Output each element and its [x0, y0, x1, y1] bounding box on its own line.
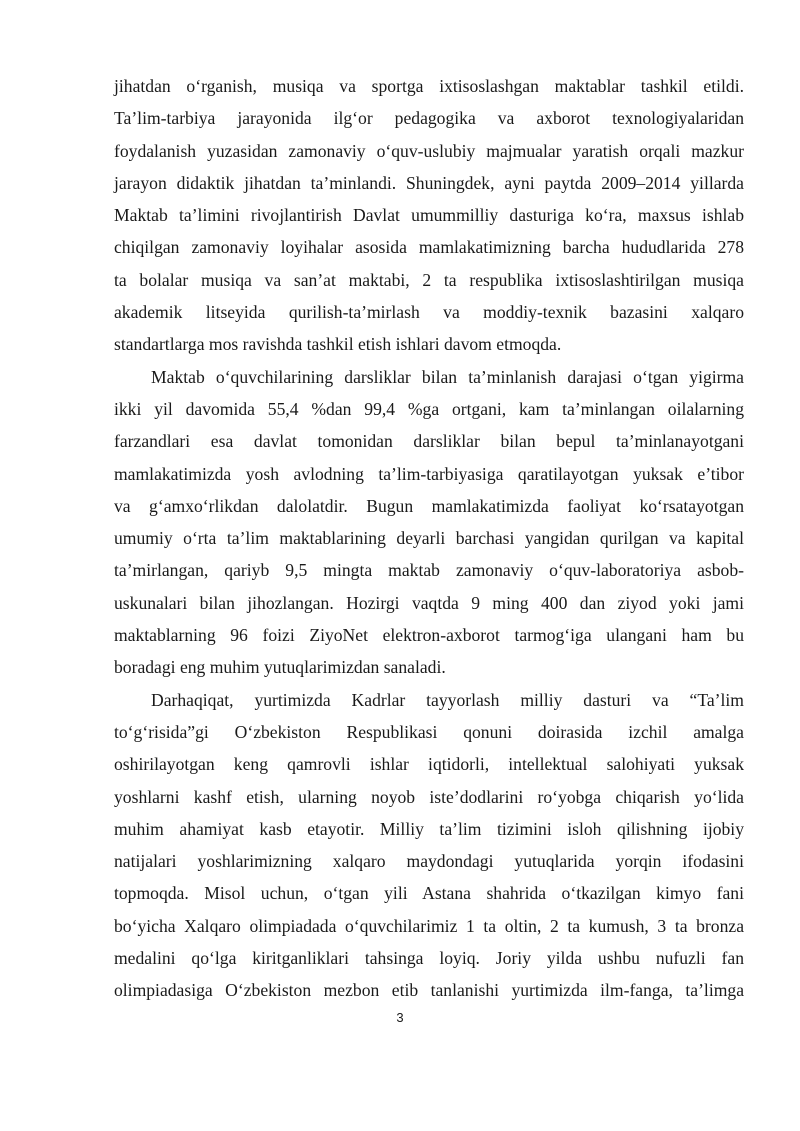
text-line: olimpiadasiga O‘zbekiston mezbon etib tanlanishi yurtimizda ilm-fanga, ta’limga [114, 980, 744, 1001]
text-line: umumiy o‘rta ta’lim maktablarining deyarli barchasi yangidan qurilgan va kapital [114, 528, 744, 549]
text-line: to‘g‘risida”gi O‘zbekiston Respublikasi qonuni doirasida izchil amalga [114, 721, 744, 742]
text-line: medalini qo‘lga kiritganliklari tahsinga loyiq. Joriy yilda ushbu nufuzli fan [114, 948, 744, 969]
text-line: Darhaqiqat, yurtimizda Kadrlar tayyorlash milliy dasturi va “Ta’lim [151, 689, 744, 710]
text-line: jarayon didaktik jihatdan ta’minlandi. Shuningdek, ayni paytda 2009–2014 yillarda [114, 172, 744, 193]
text-line: topmoqda. Misol uchun, o‘tgan yili Astana shahrida o‘tkazilgan kimyo fani [114, 883, 744, 904]
text-line: maktablarning 96 foizi ZiyoNet elektron-axborot tarmog‘iga ulangani ham bu [114, 625, 744, 646]
text-line: natijalari yoshlarimizning xalqaro maydondagi yutuqlarida yorqin ifodasini [114, 851, 744, 872]
page-number: 3 [396, 1010, 404, 1025]
text-line: Maktab ta’limini rivojlantirish Davlat umummilliy dasturiga ko‘ra, maxsus ishlab [114, 205, 744, 226]
text-line: ta’mirlangan, qariyb 9,5 mingta maktab zamonaviy o‘quv-laboratoriya asbob- [114, 560, 744, 581]
text-line: boradagi eng muhim yutuqlarimizdan sanaladi. [114, 657, 446, 678]
text-line: ta bolalar musiqa va san’at maktabi, 2 ta respublika ixtisoslashtirilgan musiqa [114, 269, 744, 290]
text-line: standartlarga mos ravishda tashkil etish ishlari davom etmoqda. [114, 334, 562, 355]
text-line: farzandlari esa davlat tomonidan darsliklar bilan bepul ta’minlanayotgani [114, 431, 744, 452]
text-line: akademik litseyida qurilish-ta’mirlash va moddiy-texnik bazasini xalqaro [114, 302, 744, 323]
body-text [114, 70, 744, 1007]
text-line: uskunalari bilan jihozlangan. Hozirgi vaqtda 9 ming 400 dan ziyod yoki jami [114, 592, 744, 613]
text-line: ikki yil davomida 55,4 %dan 99,4 %ga ortgani, kam ta’minlangan oilalarning [114, 398, 744, 419]
text-line: jihatdan o‘rganish, musiqa va sportga ixtisoslashgan maktablar tashkil etildi. [114, 76, 744, 96]
text-line: oshirilayotgan keng qamrovli ishlar iqtidorli, intellektual salohiyati yuksak [114, 754, 744, 775]
text-line: foydalanish yuzasidan zamonaviy o‘quv-uslubiy majmualar yaratish orqali mazkur [114, 140, 744, 161]
text-line: yoshlarni kashf etish, ularning noyob iste’dodlarini ro‘yobga chiqarish yo‘lida [114, 786, 744, 807]
text-line: bo‘yicha Xalqaro olimpiadada o‘quvchilarimiz 1 ta oltin, 2 ta kumush, 3 ta bronza [114, 915, 744, 936]
text-line: mamlakatimizda yosh avlodning ta’lim-tarbiyasiga qaratilayotgan yuksak e’tibor [114, 463, 744, 484]
text-line: muhim ahamiyat kasb etayotir. Milliy ta’lim tizimini isloh qilishning ijobiy [114, 818, 744, 839]
text-line: Ta’lim-tarbiya jarayonida ilg‘or pedagogika va axborot texnologiyalaridan [114, 108, 744, 129]
text-line: va g‘amxo‘rlikdan dalolatdir. Bugun mamlakatimizda faoliyat ko‘rsatayotgan [114, 495, 744, 516]
text-line: Maktab o‘quvchilarining darsliklar bilan ta’minlanish darajasi o‘tgan yigirma [151, 366, 744, 387]
text-line: chiqilgan zamonaviy loyihalar asosida mamlakatimizning barcha hududlarida 278 [114, 237, 744, 258]
